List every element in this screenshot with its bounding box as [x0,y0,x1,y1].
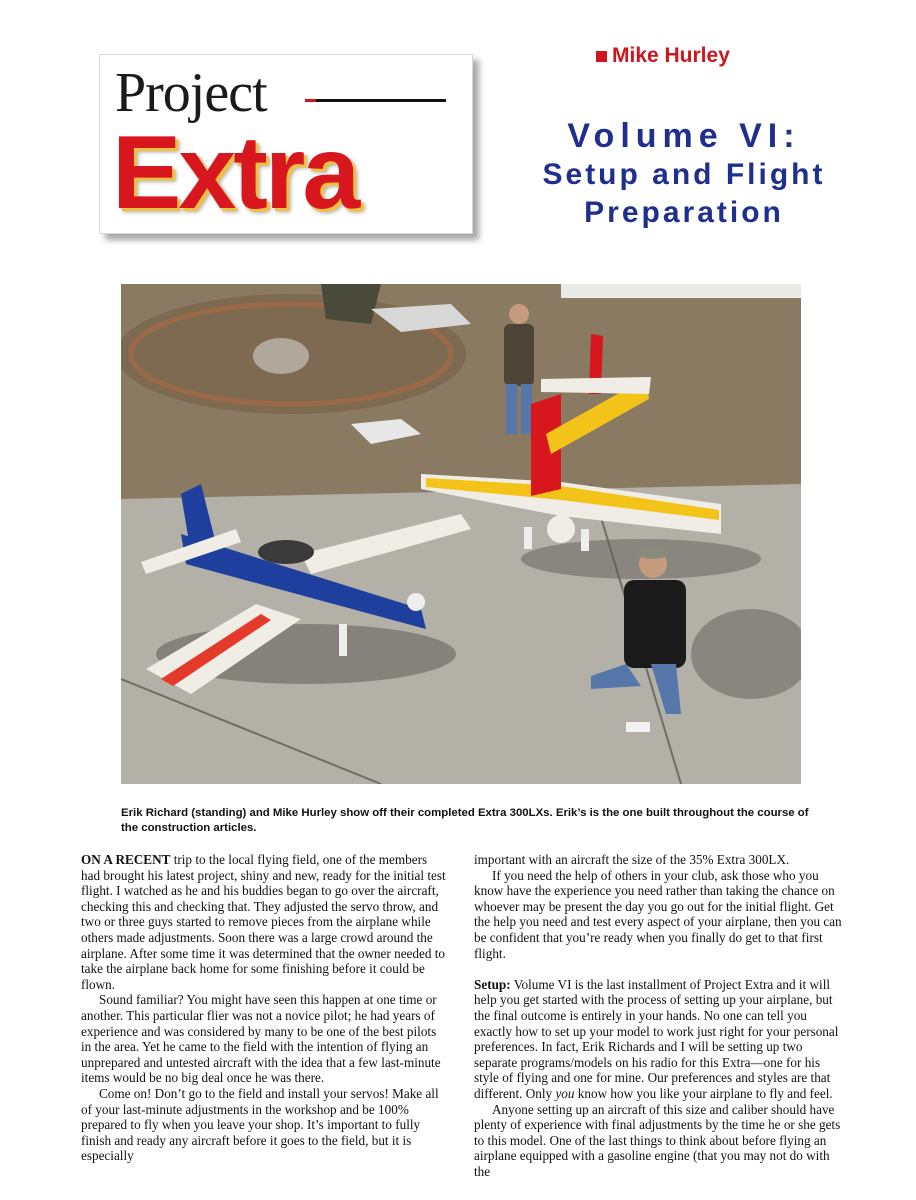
bullet-square-icon [596,51,607,62]
title-line-3: Preparation [584,196,784,229]
paragraph: Come on! Don’t go to the field and install your servos! Make all of your last-minute adjustments in the workshop and be 100% prepared to fly when you leave your shop. It’s important to fully finish and ready any aircraft before it goes to the field, but it is especially [81,1085,439,1164]
paragraph: important with an aircraft the size of the 35% Extra 300LX. [474,852,790,867]
paragraph [81,852,449,992]
article-column-left [81,852,449,1164]
author-name: Mike Hurley [612,44,730,67]
paragraph-text: trip to the local flying field, one of the members had brought his latest project, shiny and new, ready for the initial test flight. I watched as he and his buddies began to go over the aircraft, checking this and checking that. They adjusted the servo throw, and two or three guys started to remove pieces from the airplane while others made adjustments. Soon there was a large crowd around the airplane. After some time it was determined that the owner needed to take the airplane back home for some finishing before it could be flown. [81,852,446,992]
paragraph: If you need the help of others in your club, ask those who you know have the experience you need rather than taking the chance on whoever may be present the day you go out for the initial flight. Get the help you need and test every aspect of your airplane, then you can be confident that you’re ready when you finally do get to that first flight. [474,867,842,961]
logo-rule [316,99,446,102]
hero-photo [121,284,801,784]
title-line-2: Setup and Flight [542,158,826,191]
paragraph-text: Volume VI is the last installment of Project Extra and it will help you get started with the process of setting up your airplane, but the final outcome is entirely in your hands. No one can tell you exactly how to set up your model to work just right for your personal preferences. In fact, Erik Richards and I will be setting up two separate programs/models on his radio for this Extra—one for his style of flying and one for mine. Our preferences and styles are that different. Only [474,976,839,1101]
article-title [484,116,884,232]
logo-word-extra: Extra [112,115,358,231]
paragraph-text: know how you like your airplane to fly and feel. [574,1085,833,1101]
lead-in: ON A RECENT [81,852,171,867]
author-byline [596,44,730,68]
paragraph: Sound familiar? You might have seen this happen at one time or another. This particular flier was not a novice pilot; he had years of experience and was considered by many to be one of the best pilots in the area. Yet he came to the field with the intention of flying an unprepared and untested aircraft with the idea that a few last-minute items would be no big deal once he was there. [81,992,441,1086]
article-column-right [474,852,842,1179]
project-extra-logo [99,54,473,234]
emphasis: you [555,1085,575,1101]
title-line-1: Volume VI: [567,117,801,155]
airplanes-photo-illustration [121,284,801,784]
paragraph [474,977,842,1102]
logo-word-project: Project [115,62,267,124]
section-label-setup: Setup: [474,976,511,992]
paragraph: Anyone setting up an aircraft of this size and caliber should have plenty of experience with final adjustments by the time he or she gets to this model. One of the last things to think about before flying an airplane equipped with a gasoline engine (that you may not do with the [474,1101,841,1179]
photo-caption: Erik Richard (standing) and Mike Hurley show off their completed Extra 300LXs. Erik’s is the one built throughout the course of the construction articles. [121,807,809,834]
